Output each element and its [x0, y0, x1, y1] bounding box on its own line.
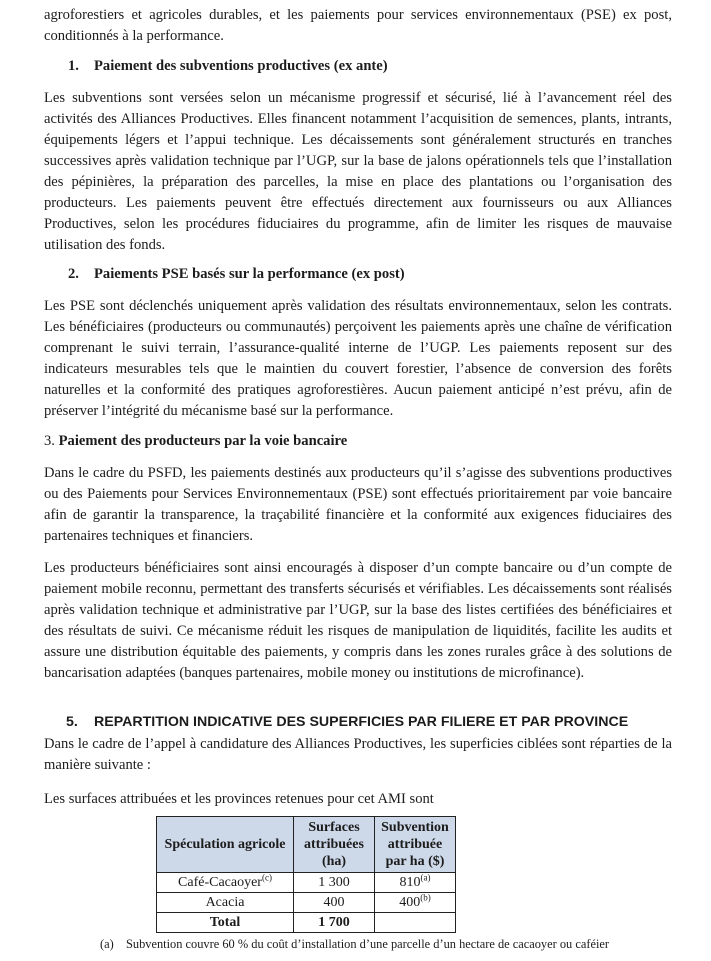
cell-total-label: Total: [157, 913, 294, 933]
subvention-note: (b): [420, 892, 431, 903]
header-speculation: Spéculation agricole: [157, 817, 294, 873]
cell-surface: 1 300: [294, 873, 375, 893]
section-3-heading: [44, 431, 672, 452]
section-5-title: REPARTITION INDICATIVE DES SUPERFICIES PAR FILIERE ET PAR PROVINCE: [94, 714, 629, 730]
subvention-note: (a): [420, 872, 431, 883]
cell-subvention: [375, 893, 456, 913]
table-total-row: [157, 913, 456, 933]
speculation-note: (c): [261, 872, 272, 883]
table-row: [157, 873, 456, 893]
section-5-number: 5.: [66, 714, 78, 730]
header-surfaces: Surfaces attribuées (ha): [294, 817, 375, 873]
section-3-title: Paiement des producteurs par la voie bancaire: [58, 433, 348, 449]
section-5-heading: [44, 712, 694, 733]
section-5-paragraph-1: Dans le cadre de l’appel à candidature des Alliances Productives, les superficies ciblées sont réparties de la manière suivante :: [44, 736, 672, 773]
section-2-body: Les PSE sont déclenchés uniquement après validation des résultats environnementaux, selon les contrats. Les bénéficiaires (producteurs ou communautés) perçoivent les paiements après une chaîne de vérification comprenant le suivi terrain, l’assurance-qualité interne de l’UGP. Les paiements reposent sur des indicateurs mesurables tels que le maintien du couvert forestier, l’absence de conversion des forêts naturelles et la conformité des pratiques agroforestières. Aucun paiement anticipé n’est prévu, afin de préserver l’intégrité du mécanisme basé sur la performance.: [44, 298, 672, 419]
surface-allocation-table: [156, 816, 456, 933]
section-3-paragraph-2: Les producteurs bénéficiaires sont ainsi encouragés à disposer d’un compte bancaire ou d’un compte de paiement mobile reconnu, permettant des transferts sécurisés et vérifiables. Les décaissements sont réalisés après validation technique et administrative par l’UGP, sur la base des listes certifiées des bénéficiaires et des résultats de suivi. Ce mécanisme réduit les risques de manipulation de liquidités, facilite les audits et assure une distribution équitable des paiements, y compris dans les zones rurales grâce à des solutions de bancarisation adaptées (banques partenaires, mobile money ou institutions de microfinance).: [44, 560, 672, 681]
intro-paragraph-tail: agroforestiers et agricoles durables, et les paiements pour services environnementaux (PSE) ex post, conditionnés à la performance.: [44, 7, 672, 44]
subvention-text: 810: [399, 875, 421, 890]
section-5-paragraph-2: Les surfaces attribuées et les provinces retenues pour cet AMI sont: [44, 791, 434, 807]
header-subvention: Subvention attribuée par ha ($): [375, 817, 456, 873]
table-header-row: [157, 817, 456, 873]
table-row: [157, 893, 456, 913]
cell-subvention: [375, 873, 456, 893]
cell-surface: 400: [294, 893, 375, 913]
footnote-text: Subvention couvre 60 % du coût d’installation d’une parcelle d’un hectare de cacaoyer ou caféier: [126, 937, 610, 951]
cell-speculation: [157, 873, 294, 893]
cell-speculation: [157, 893, 294, 913]
speculation-text: Café-Cacaoyer: [178, 875, 262, 890]
section-1-body: Les subventions sont versées selon un mécanisme progressif et sécurisé, lié à l’avancement réel des activités des Alliances Productives. Elles financent notamment l’acquisition de semences, plants, intrants, équipements légers et l’appui technique. Les décaissements sont généralement structurés en tranches successives après validation technique par l’UGP, sur la base de jalons opérationnels tels que l’installation des pépinières, la préparation des parcelles, la mise en place des plantations ou l’organisation des producteurs. Les paiements peuvent être effectués directement aux fournisseurs ou aux Alliances Productives, selon les procédures fiduciaires du programme, afin de limiter les risques de mauvaise utilisation des fonds.: [44, 90, 672, 253]
section-2-title: Paiements PSE basés sur la performance (ex post): [94, 266, 405, 282]
section-2-number: 2.: [68, 266, 79, 282]
cell-total-surface: 1 700: [294, 913, 375, 933]
subvention-text: 400: [399, 895, 421, 910]
footnote-label: (a): [100, 937, 114, 951]
cell-total-subvention: [375, 913, 456, 933]
footnote-a: [100, 936, 700, 952]
section-1-title: Paiement des subventions productives (ex ante): [94, 58, 388, 74]
section-2-heading: [44, 264, 696, 285]
section-1-heading: [44, 56, 696, 77]
section-1-number: 1.: [68, 58, 79, 74]
section-3-paragraph-1: Dans le cadre du PSFD, les paiements destinés aux producteurs qu’il s’agisse des subventions productives ou des Paiements pour Services Environnementaux (PSE) sont effectués prioritairement par voie bancaire afin de garantir la transparence, la traçabilité financière et la conformité aux exigences fiduciaires des partenaires techniques et financiers.: [44, 465, 672, 544]
speculation-text: Acacia: [205, 895, 245, 910]
section-3-number: 3.: [44, 433, 55, 449]
